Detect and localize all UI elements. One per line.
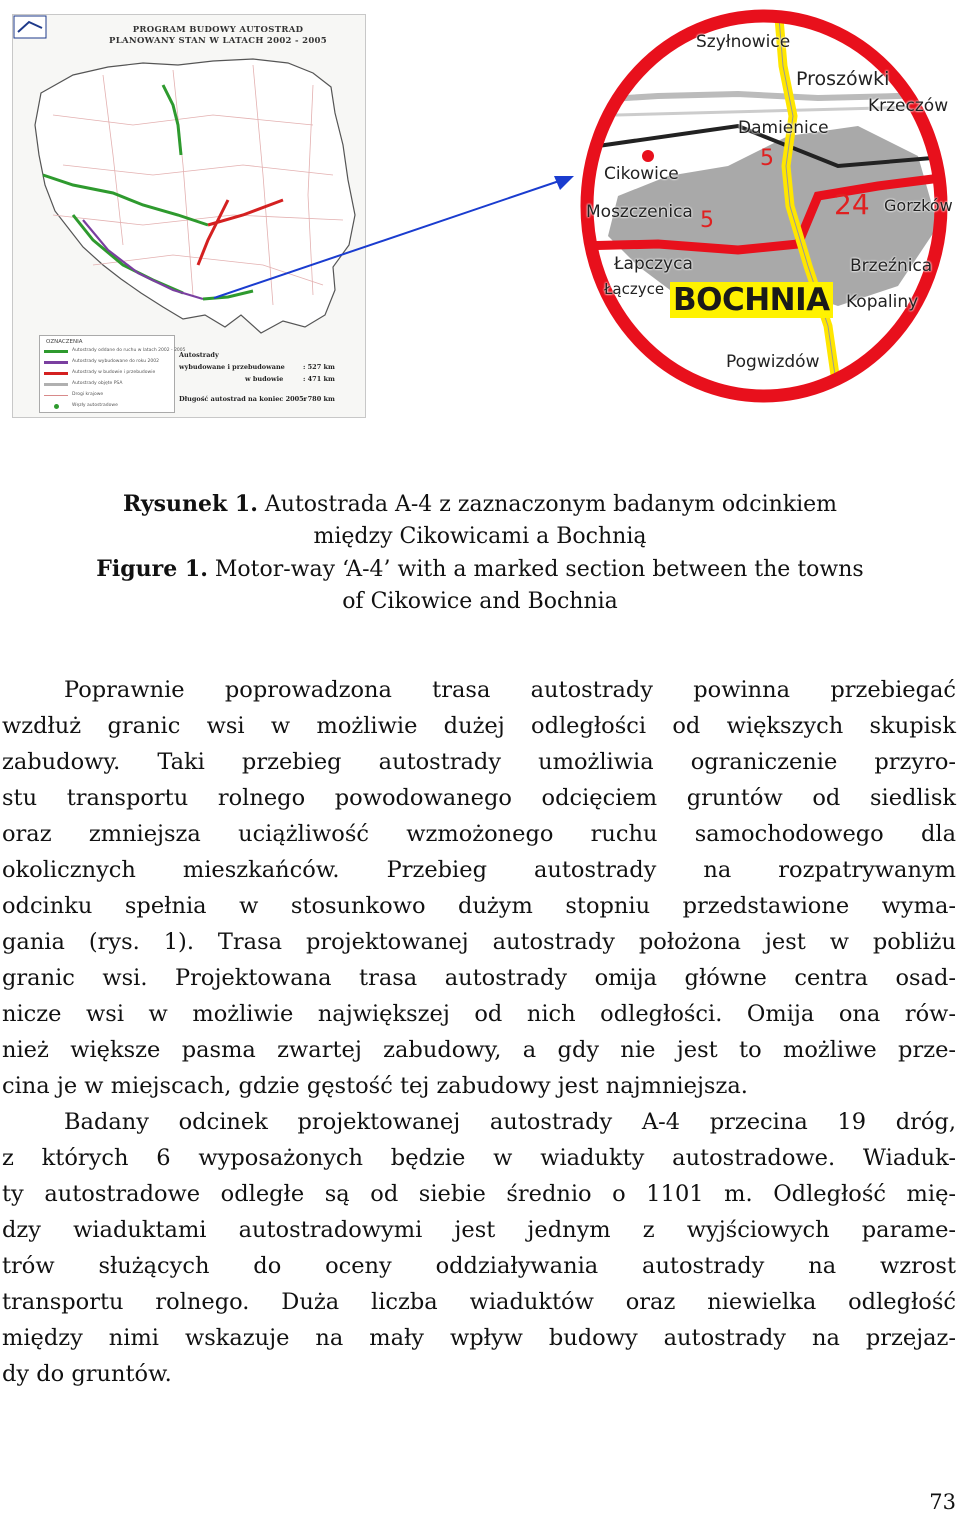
text-line: nicze wsi w możliwie największej od nich odległości. Omija ona rów- xyxy=(2,1001,956,1027)
text-line: zabudowy. Taki przebieg autostrady umożliwia ograniczenie przyro- xyxy=(2,749,956,775)
town-label: Moszczenica xyxy=(586,202,693,222)
road-number: 5 xyxy=(700,208,714,233)
stats-label: Długość autostrad na koniec 2005r xyxy=(179,395,308,403)
text-line: dy do gruntów. xyxy=(2,1361,172,1387)
map-title-line-2: PLANOWANY STAN W LATACH 2002 - 2005 xyxy=(109,36,327,46)
town-label: Łapczyca xyxy=(614,254,693,274)
caption-en-label: Figure 1. xyxy=(96,556,208,582)
town-label: Proszówki xyxy=(796,68,890,90)
paragraph-1 xyxy=(2,672,956,1104)
text-line: z których 6 wyposażonych będzie w wiadukty autostradowe. Wiaduk- xyxy=(2,1145,956,1171)
stats-label: wybudowane i przebudowane xyxy=(179,363,285,371)
text-line: trów służących do oceny oddziaływania autostrady na wzrost xyxy=(2,1253,956,1279)
town-label: Łączyce xyxy=(604,280,665,298)
text-line: transportu rolnego. Duża liczba wiaduktów oraz niewielka odległość xyxy=(2,1289,956,1315)
text-line: wzdłuż granic wsi w możliwie dużej odległości od większych skupisk xyxy=(2,713,956,739)
text-line: cina je w miejscach, gdzie gęstość tej zabudowy jest najmniejsza. xyxy=(2,1073,748,1099)
town-label: Szyłnowice xyxy=(696,32,791,52)
legend-label: Autostrady oddane do ruchu w latach 2002 - 2005 xyxy=(72,348,186,353)
stats-value: : 780 km xyxy=(303,395,335,403)
legend-label: Autostrady wybudowane do roku 2002 xyxy=(72,359,160,364)
text-line: między nimi wskazuje na mały wpływ budowy autostrady na przejaz- xyxy=(2,1325,956,1351)
text-line: dzy wiaduktami autostradowymi jest jednym z wyjściowych parame- xyxy=(2,1217,956,1243)
road-number: 5 xyxy=(760,146,774,171)
cikowice-marker xyxy=(642,150,654,162)
legend-label: Drogi krajowe xyxy=(72,392,104,397)
text-line: Poprawnie poprowadzona trasa autostrady powinna przebiegać xyxy=(64,677,956,703)
stats-label: w budowie xyxy=(245,375,284,383)
caption-pl-label: Rysunek 1. xyxy=(122,491,258,517)
text-line: oraz zmniejsza uciążliwość wzmożonego ruchu samochodowego dla xyxy=(2,821,956,847)
figure-caption xyxy=(40,488,920,618)
town-label: Gorzków xyxy=(884,196,953,215)
text-line: granic wsi. Projektowana trasa autostrady omija główne centra osad- xyxy=(2,965,956,991)
text-line: Badany odcinek projektowanej autostrady A-4 przecina 19 dróg, xyxy=(64,1109,956,1135)
stats-heading: Autostrady xyxy=(179,351,219,359)
map-title-line-1: PROGRAM BUDOWY AUTOSTRAD xyxy=(132,25,304,35)
text-line: odcinku spełnia w stosunkowo dużym stopniu przedstawione wyma- xyxy=(2,893,956,919)
page-number: 73 xyxy=(929,1490,956,1514)
text-line: okolicznych mieszkańców. Przebieg autostrady na rozpatrywanym xyxy=(2,857,956,883)
caption-en-line-2: of Cikowice and Bochnia xyxy=(342,589,618,614)
road-number: 24 xyxy=(834,188,870,221)
caption-en-text: Motor-way ‘A-4’ with a marked section between the towns xyxy=(207,557,864,582)
legend-title: OZNACZENIA xyxy=(46,339,83,345)
body-text xyxy=(2,672,956,1392)
caption-en-line-1 xyxy=(40,553,920,586)
arrow-head xyxy=(554,176,574,190)
town-label: Cikowice xyxy=(604,164,679,184)
text-line: stu transportu rolnego powodowanego odcięciem gruntów od siedlisk xyxy=(2,785,956,811)
town-label: Krzeczów xyxy=(868,96,949,116)
text-line: ty autostradowe odległe są od siebie średnio o 1101 m. Odległość mię- xyxy=(2,1181,956,1207)
arrow-line xyxy=(214,178,568,298)
town-label: Kopaliny xyxy=(846,292,919,312)
zoomed-section-map xyxy=(578,6,956,410)
text-line: nież większe pasma zwartej zabudowy, a gdy nie jest to możliwe prze- xyxy=(2,1037,956,1063)
legend-label: Węzły autostradowe xyxy=(72,403,118,408)
town-label: Pogwizdów xyxy=(726,352,820,372)
bochnia-label: BOCHNIA xyxy=(670,282,833,318)
caption-pl-line-1 xyxy=(40,488,920,521)
legend-label: Autostrady objęte PSA xyxy=(72,381,123,386)
figure-1 xyxy=(0,0,960,440)
town-label: Brzeźnica xyxy=(850,256,933,276)
caption-pl-text: Autostrada A-4 z zaznaczonym badanym odcinkiem xyxy=(257,492,838,517)
text-line: gania (rys. 1). Trasa projektowanej autostrady położona jest w pobliżu xyxy=(2,929,956,955)
stats-value: : 527 km xyxy=(303,363,335,371)
caption-pl-line-2: między Cikowicami a Bochnią xyxy=(313,524,647,549)
stats-value: : 471 km xyxy=(303,375,335,383)
paragraph-2 xyxy=(2,1104,956,1392)
legend-label: Autostrady w budowie i przebudowie xyxy=(72,370,156,375)
town-label: Damienice xyxy=(738,118,829,138)
